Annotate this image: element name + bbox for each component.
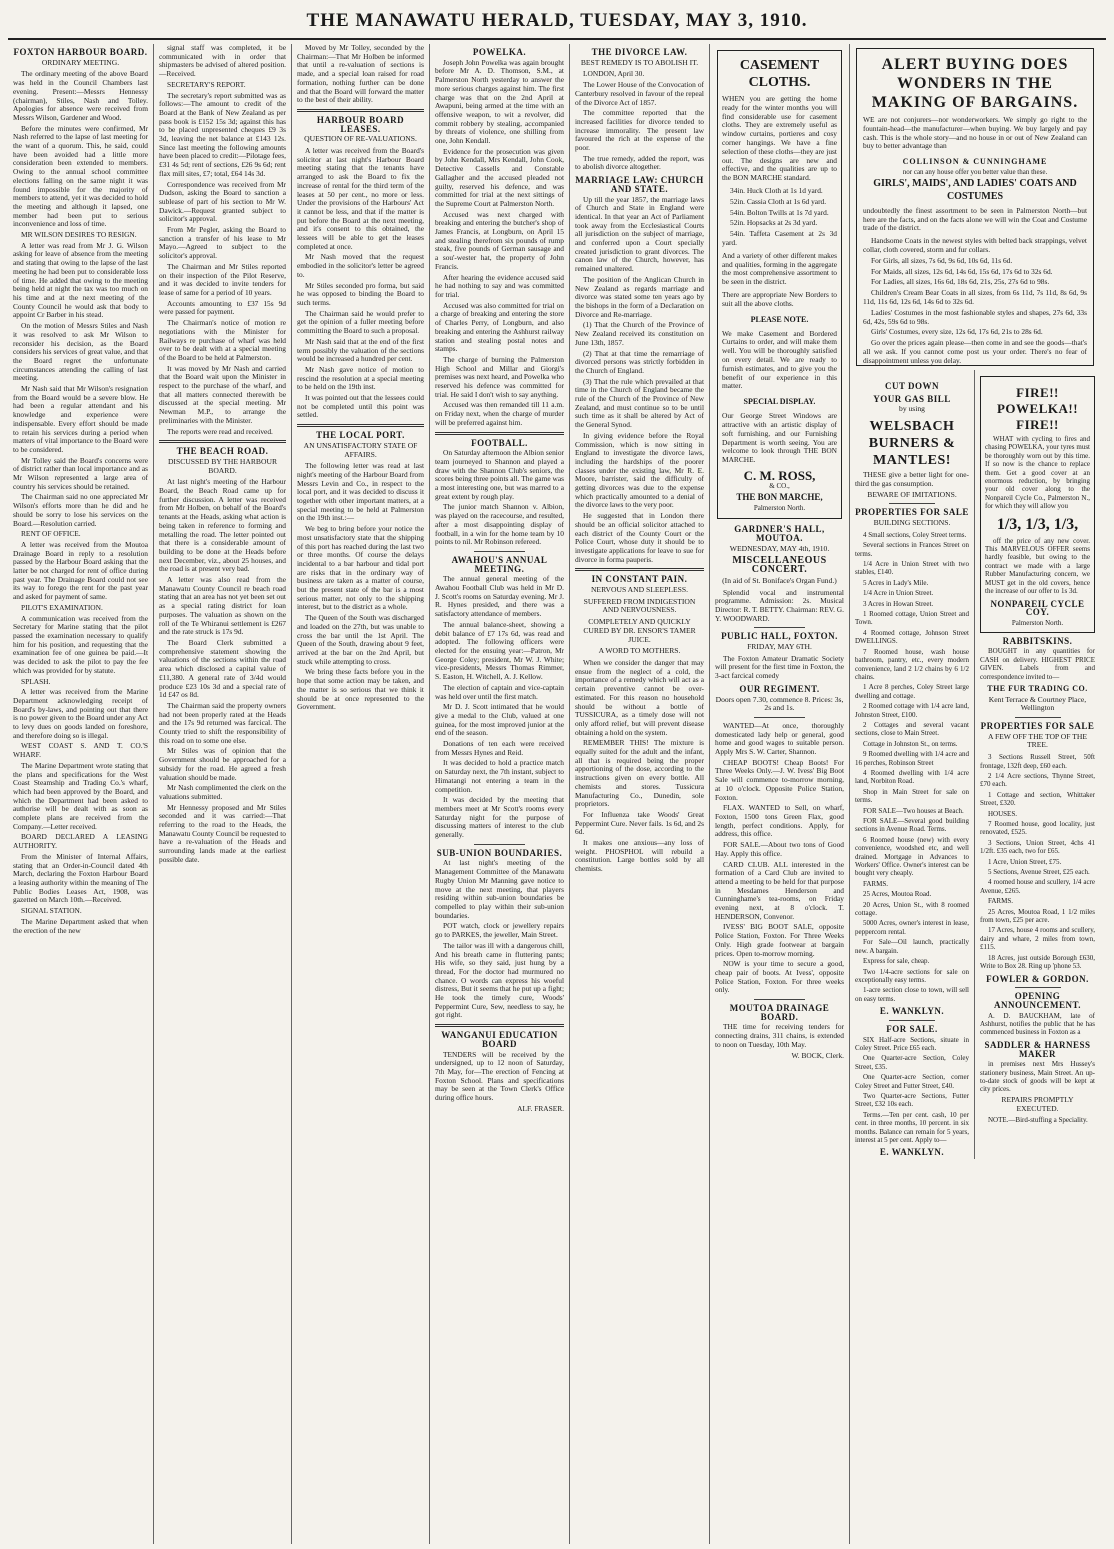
- paragraph: Accused was next charged with breaking and entering the butcher's shop of James Francis, at Longburn, on April 15 and stealing therefrom six pounds of rump steak, five pounds of German sausage and a sou'-wester hat, the property of John Francis.: [435, 209, 564, 271]
- ad-doors: Doors open 7.30, commence 8. Prices: 3s, 2s and 1s.: [715, 694, 844, 713]
- paragraph: CHEAP BOOTS! Cheap Boots! For Three Weeks Only.—J. W. Ivess' Big Boot Sale will commence to-morrow morning, at 10 o'clock. Opposite Police Station, Foxton.: [715, 757, 844, 802]
- paragraph: Girls' Costumes, every size, 12s 6d, 17s 6d, 21s to 28s 6d.: [871, 327, 1043, 337]
- article-heading: THE BEACH ROAD.: [176, 446, 269, 457]
- article-heading: AWAHOU'S ANNUAL MEETING.: [451, 554, 548, 574]
- ad-body: Our George Street Windows are attractive with an artistic display of soft furnishing, and our Furnishing Department is worth seeing. You are welcome to look through THE BON MARCHE.: [722, 411, 837, 465]
- paragraph: FOR SALE.—About two tons of Good Hay. Apply this office.: [715, 840, 844, 858]
- paragraph: Moved by Mr Tolley, seconded by the Chairman:—That Mr Holben be informed that until a re-valuation of sections is made, and a special loan raised for road formation, nothing further can be done and that the Board will forward the matter to the best of their ability.: [297, 44, 424, 105]
- ad-body: off the price of any new cover. This MARVELOUS OFFER seems hardly feasible, but owing to the contract we made with a large Rubber Manufacturing concern, we MUST get in the old covers, hence the increase of our offer to 1s 3d.: [985, 536, 1090, 596]
- ad-price-list: [863, 237, 1087, 365]
- paragraph: It was moved by Mr Nash and carried that the Board wait upon the Minister in respect to the purchase of the wharf, and that all matters connected therewith be discussed at the special meeting. Mr Newman M.P., to arrange the preliminaries with the Minister.: [159, 363, 286, 425]
- ad-event: MISCELLANEOUS CONCERT.: [732, 555, 827, 576]
- ad-note: NOTE.—Bird-stuffing a Speciality.: [988, 1116, 1088, 1125]
- ad-subtitle: A FEW OFF THE TOP OF THE TREE.: [987, 731, 1088, 750]
- masthead: THE MANAWATU HERALD, TUESDAY, MAY 3, 1910.: [8, 6, 1106, 40]
- paragraph: The Chairman said no one appreciated Mr Wilson's efforts more than he did and he should be sorry to lose his services on the Board.—Resolution carried.: [13, 492, 148, 528]
- paragraph: Several sections in Frances Street on terms.: [855, 541, 969, 558]
- divider: [575, 568, 704, 571]
- ad-price: 1/3, 1/3, 1/3,: [996, 515, 1079, 533]
- paragraph: WANTED—At once, thoroughly domesticated lady help or general, good home and good wages to suitable person. Apply Mrs S. W. Carter, Shannon.: [715, 720, 844, 757]
- paragraph: 54in. Bolton Twills at 1s 7d yard.: [730, 207, 829, 217]
- paragraph: FARMS.: [988, 897, 1013, 906]
- divider: [474, 844, 526, 845]
- paragraph: 7 Roomed house, wash house bathroom, pantry, etc., every modern convenience, land 2 1/2 chains by 6 1/2 chains.: [855, 647, 969, 681]
- paragraph: The Queen of the South was discharged and loaded on the 27th, but was unable to cross the bar until the 1st April. The Queen of the South, drawing about 9 feet, arrived at the bar on the 2nd April, but stuck while attempting to cross.: [297, 613, 424, 666]
- property-list: [855, 531, 969, 1003]
- paragraph: The reports were read and received.: [167, 426, 273, 436]
- paragraph: 5 Acres in Lady's Mile.: [863, 578, 929, 587]
- paragraph: In giving evidence before the Royal Commission, which is now sitting in England to investigate the divorce laws, including the hardships of the poorer classes under the existing law, Mr R. E. Moore, barrister, said the difficulty of getting divorces was due to the expense which practically amounted to a denial of the divorce laws to the very poor.: [575, 430, 704, 510]
- divider: [1015, 717, 1061, 718]
- paragraph: The following letter was read at last night's meeting of the Harbour Board from Messrs Levin and Co., in respect to the local port, and it was decided to discuss it together with other important matters, at a special meeting to be held at Palmerston on the 19th inst.:—: [297, 461, 424, 523]
- paragraph: A communication was received from the Secretary for Marine stating that the pilot passed the examination necessary to qualify him for his position, and requesting that the examination fee of one guinea be paid.—It was decided to ask the pilot to pay the fee which was provided for by statute.: [13, 613, 148, 675]
- ad-body: WE are not conjurers—nor wonderworkers. We simply go right to the fountain-head—the manufacturer—when buying. We buy largely and pay cash. This is the whole story—and no house in or out of New Zealand can buy to better advantage than: [863, 115, 1087, 151]
- paragraph: Mr Stiles was of opinion that the Government should be approached for a subsidy for the road. He agreed a fresh valuation should be made.: [159, 746, 286, 782]
- paragraph: For Girls, all sizes, 7s 6d, 9s 6d, 10s 6d, 11s 6d.: [871, 255, 1013, 265]
- paragraph: The Chairman said the property owners had not been properly rated at the Heads and the 17s 9d returned was farcical. The County tried to shift the responsibility of this road on to some one else.: [159, 700, 286, 745]
- paragraph: For Maids, all sizes, 12s 6d, 14s 6d, 15s 6d, 17s 6d to 32s 6d.: [871, 266, 1053, 276]
- paragraph: 4 Roomed cottage, Johnson Street DWELLINGS.: [855, 628, 969, 646]
- paragraph: Evidence for the prosecution was given by John Kendall, Mrs Kendall, John Cook, Detective Cassells and Constable Gallagher and the accused pleaded not guilty, reserved his defence, and was committed for trial at the next sittings of the Supreme Court at Palmerston North.: [435, 146, 564, 208]
- ad-heading: PROPERTIES FOR SALE: [980, 721, 1095, 732]
- ads-left: [850, 370, 975, 1159]
- paragraph: It was decided by the meeting that members meet at Mr Scott's rooms every Saturday night for the purpose of discussing matters of interest to the club generally.: [435, 795, 564, 840]
- paragraph: SIGNAL STATION.: [21, 906, 82, 916]
- article-heading: SUB-UNION BOUNDARIES.: [436, 847, 563, 858]
- divider: [754, 999, 806, 1000]
- article-body: [159, 44, 286, 436]
- paragraph: Mr Tolley said the Board's concerns were of district rather than local importance and as Mr Wilson represented a large area of country his services should be retained.: [13, 455, 148, 491]
- article-heading: THE DIVORCE LAW.: [591, 47, 688, 57]
- paragraph: PILOT'S EXAMINATION.: [21, 602, 103, 612]
- paragraph: Correspondence was received from Mr Dudson, asking the Board to sanction a sublease of part of his section to Mr W. Dawick.—Request granted subject to solicitor's approval.: [159, 179, 286, 224]
- paragraph: The Lower House of the Convocation of Canterbury resolved in favour of the repeal of the Divorce Act of 1857.: [575, 80, 704, 107]
- ad-body: THE time for receiving tenders for connecting drains, 311 chains, is extended to noon on Tuesday, 10th May.: [715, 1022, 844, 1049]
- ad-heading: WANGANUI EDUCATION BOARD: [441, 1030, 558, 1049]
- ad-heading: YOUR GAS BILL: [873, 393, 951, 404]
- alert-buying-ad: [856, 48, 1094, 366]
- article-subheading: AN UNSATISFACTORY STATE OF AFFAIRS.: [303, 440, 418, 459]
- ad-heading: PUBLIC HALL, FOXTON.: [721, 631, 838, 642]
- divider: [754, 717, 806, 718]
- ad-body: There are appropriate New Borders to suit all the above cloths.: [722, 289, 837, 308]
- paragraph: For Sale—Oil launch, practically new. A bargain.: [855, 938, 969, 955]
- paragraph: The annual general meeting of the Awahou Football Club was held in Mr D. J. Scott's rooms on Saturday evening. Mr J. R. Hynes presided, and there was a satisfactory attendance of members.: [435, 574, 564, 619]
- paragraph: A letter was read from Mr J. G. Wilson asking for leave of absence from the meeting and stating that owing to the lapse of the last meeting he had been put to considerable loss of time. He added that owing to the meeting being held at night the tax was too much on his time and at the next meeting of the County Council he would ask that body to appoint Cr Barber in his stead.: [13, 240, 148, 320]
- ad-subtitle: BUILDING SECTIONS.: [873, 518, 951, 528]
- paragraph: A letter was received from the Moutoa Drainage Board in reply to a resolution passed by the Harbour Board asking that the latter be not charged for rent of office during past year. The Drainage Board could not see its way to forego the rent for the past year and asked for payment of same.: [13, 539, 148, 602]
- paragraph: Cottage in Johnston St., on terms.: [863, 739, 958, 748]
- paragraph: On the motion of Messrs Stiles and Nash it was resolved to ask Mr Wilson to reconsider his decision, as the Board considers his services of great value, and that the Board regret the unfortunate circumstances attending the calling of last meeting.: [13, 321, 148, 383]
- paragraph: He suggested that in London there should be an official solicitor attached to each district of the County Court or the Police Court, whose duty it should be to investigate applications for leave to sue for divorce in forma pauperis.: [575, 511, 704, 564]
- divider: [435, 432, 564, 435]
- paragraph: For Ladies, all sizes, 16s 6d, 18s 6d, 21s, 25s, 27s 6d to 98s.: [871, 277, 1050, 287]
- paragraph: At last night's meeting of the Management Committee of the Manawatu Rugby Union Mr Manning gave notice to move at the next meeting, that players residing within sub-union boundaries be compelled to play within their sub-union boundaries.: [435, 858, 564, 920]
- paragraph: 20 Acres, Union St., with 8 roomed cottage.: [855, 900, 969, 918]
- column-7: [850, 44, 1100, 1544]
- paragraph: 3 Sections Russell Street, 50ft frontage, 132ft deep, £60 each.: [980, 753, 1095, 770]
- ad-heading: FOR SALE.: [886, 1023, 938, 1034]
- paragraph: Children's Cream Bear Coats in all sizes, from 6s 11d, 7s 11d, 8s 6d, 9s 11d, 11s 6d, 12s 6d, 14s 6d to 32s 6d.: [863, 288, 1087, 307]
- divider: [889, 503, 935, 504]
- paragraph: The junior match Shannon v. Albion, was played on the racecourse, and resulted, after a most disappointing display of football, in a win for the home team by 10 points to nil. Mr Robinson refereed.: [435, 502, 564, 547]
- column-1: [8, 44, 154, 1544]
- paragraph: The Board Clerk submitted a comprehensive statement showing the valuations of the sections within the road area which disclosed a capital value of £11,380. A general rate of 3/4d would produce £23 10s 3d and a special rate of 1d £47 os 8d.: [159, 638, 286, 700]
- ad-body: THESE give a better light for one-third the gas consumption.: [855, 470, 969, 488]
- ads-right: [975, 370, 1100, 1159]
- article-heading: MARRIAGE LAW: CHURCH AND STATE.: [575, 175, 704, 194]
- article-heading: THE LOCAL PORT.: [316, 430, 405, 441]
- ad-signature: ALF. FRASER.: [517, 1103, 564, 1113]
- paragraph: 6 Roomed house (new) with every convenience, woodshed etc, and well drained. Mortgage in Advances to Workers' Office. Owner's interest can be bought very cheaply.: [855, 835, 969, 878]
- ad-event: OUR REGIMENT.: [739, 683, 820, 694]
- paragraph: The secretary's report submitted was as follows:—The amount to credit of the Board at the Bank of New Zealand as per pass book is £152 15s 3d; against this has to be placed unpresented cheques £9 3s 3d, leaving the net balance at £143 12s. Since last meeting the following amounts have been placed to credit:—Pilotage fees, £31 4s 5d; rent of sections, £26 9s 6d; rent flax mill sites, £7; total, £64 14s 3d.: [159, 90, 286, 178]
- paragraph: 18 Acres, just outside Borough £630, Write to Box 28. Ring up 'phone 53.: [980, 953, 1095, 971]
- paragraph: (2) That at that time the remarriage of divorced persons was strictly forbidden in the Church of England.: [575, 348, 704, 375]
- paragraph: The Chairman and Mr Stiles reported on their inspection of the Pilot Reserve, and it was decided to invite tenders for lease of same for a period of 10 years.: [159, 261, 286, 297]
- paragraph: LONDON, April 30.: [583, 69, 645, 79]
- paragraph: The position of the Anglican Church in New Zealand as regards marriage and divorce was stated some ten years ago by the bishops in the form of a Declaration on Divorce and Re-marriage.: [575, 274, 704, 319]
- ad-repairs: REPAIRS PROMPTLY EXECUTED.: [1001, 1094, 1074, 1113]
- article-subheading: BEST REMEDY IS TO ABOLISH IT.: [580, 57, 699, 67]
- ad-beware: BEWARE OF IMITATIONS.: [867, 489, 957, 499]
- ads-row: [850, 370, 1100, 1159]
- column-2: [154, 44, 292, 1544]
- ad-firm: & CO.,: [769, 481, 790, 490]
- paragraph: Joseph John Powelka was again brought before Mr A. D. Thomson, S.M., at Palmerston North yesterday to answer the more serious charges against him. The first charge was that on the 2nd April at Awapuni, being armed at the time with an offensive weapon, to wit a revolver, did commit robbery by stealing, accompanied by threats of violence, one shilling from one, John Kendall.: [435, 57, 564, 146]
- paragraph: 3 Sections, Union Street, 4chs 41 1/2ft. £35 each, two for £65.: [980, 838, 1095, 856]
- article-heading: HARBOUR BOARD LEASES.: [316, 114, 405, 134]
- paragraph: Two Quarter-acre Sections, Futter Street, £32 10s each.: [855, 1091, 969, 1109]
- paragraph: The Chairman said he would prefer to get the opinion of a fuller meeting before committing the Board to such a proposal.: [297, 308, 424, 336]
- paragraph: Mr Nash said that Mr Wilson's resignation from the Board would be a severe blow. He had been a regular attendant and his knowledge and experience were indispensable. Every effort should be made to retain his services during a period when matters of vital importance to the Board were to be considered.: [13, 384, 148, 454]
- paragraph: WEST COAST S. AND T. CO.'S WHARF.: [13, 741, 148, 760]
- ad-firm: NONPAREIL CYCLE COY.: [990, 598, 1085, 618]
- paragraph: When we consider the danger that may ensue from the neglect of a cold, the importance of a remedy which will act as a certain preventive cannot be over-estimated. For this reason no household should be without a bottle of TUSSICURA, as a timely dose will not only afford relief, but will prevent disease obtaining a hold on the system.: [575, 658, 704, 737]
- ad-body: nor can any house offer you better value than these.: [902, 168, 1048, 177]
- paragraph: The Chairman's notice of motion re negotiations with the Minister for Railways re purchase of wharf was held over to be dealt with at a special meeting of the Board to be held at Palmerston.: [159, 318, 286, 362]
- paragraph: On Saturday afternoon the Albion senior team journeyed to Shannon and played a draw with the Shannon Club's seniors, the scores being three points all. The game was a most interesting one, but was marred to a great extent by rough play.: [435, 448, 564, 501]
- paragraph: 1 Acre 8 perches, Coley Street large dwelling and cottage.: [855, 683, 969, 700]
- article-subheading: QUESTION OF RE-VALUATIONS.: [304, 134, 417, 144]
- ad-subtitle: SPECIAL DISPLAY.: [743, 397, 816, 407]
- ad-heading: MOUTOA DRAINAGE BOARD.: [729, 1003, 830, 1022]
- paragraph: Ladies' Costumes in the most fashionable styles and shapes, 27s 6d, 33s 6d, 42s, 59s 6d to 98s.: [863, 307, 1087, 326]
- paragraph: Shop in Main Street for sale on terms.: [855, 787, 969, 805]
- paragraph: FOR SALE—Several good building sections in Avenue Road. Terms.: [855, 817, 969, 834]
- ad-price-list: [722, 187, 837, 248]
- ad-date: FRIDAY, MAY 6TH.: [747, 642, 812, 652]
- paragraph: 5 Sections, Avenue Street, £25 each.: [988, 868, 1090, 877]
- paragraph: It was pointed out that the lessees could not be completed until this point was settled.: [297, 393, 424, 420]
- paragraph: 1/4 Acre in Union Street.: [863, 589, 934, 598]
- ad-title: ALERT BUYING DOES WONDERS IN THE MAKING OF BARGAINS.: [871, 56, 1079, 111]
- article-body: [435, 449, 564, 547]
- ad-firm: FOWLER & GORDON.: [986, 973, 1089, 984]
- divider: [754, 627, 806, 628]
- ad-body: Splendid vocal and instrumental programme. Admission: 2s. Musical Director: R. T. BETTY. Chairman: REV. G. Y. WOODWARD.: [715, 587, 844, 623]
- paragraph: IVESS' BIG BOOT SALE, opposite Police Station, Foxton. For Three Weeks Only. High grade footwear at bargain prices. Open to-morrow morning.: [715, 922, 844, 958]
- paragraph: 1/4 Acre in Union Street with two stables, £140.: [855, 560, 969, 577]
- ad-location: Palmerston North.: [1011, 618, 1064, 627]
- paragraph: It was decided to hold a practice match on Saturday next, the 7th instant, subject to Himatangi not entering a team in the competition.: [435, 758, 564, 794]
- paragraph: Go over the prices again please—then come in and see the goods—that's all we ask. If you cannot come post us your order. There's no fear of disappointment unless you delay.: [863, 338, 1087, 365]
- article-body: [435, 575, 564, 839]
- paragraph: After hearing the evidence accused said he had nothing to say and was committed for trial.: [435, 272, 564, 299]
- paragraph: MR WILSON DESIRES TO RESIGN.: [21, 230, 137, 240]
- paragraph: A letter was received from the Board's solicitor at last night's Harbour Board meeting stating that the tenants have arranged to ask the Board to fix the increase of rental for the third term of the leases at 50 per cent., no more or less. Under the provisions of the Harbours' Act it cannot be less, and that if the matter is put before the Board at the next meeting, and it's consent to this obtained, the lessees will be able to get the leases completed at once.: [297, 146, 424, 251]
- paragraph: Mr Nash complimented the clerk on the valuations submitted.: [159, 783, 286, 801]
- fire-ad: [980, 376, 1095, 633]
- paragraph: FARMS.: [863, 879, 888, 888]
- ad-date: WEDNESDAY, MAY 4th, 1910.: [729, 543, 830, 553]
- paragraph: BOARD DECLARED A LEASING AUTHORITY.: [13, 832, 148, 851]
- article-body: [575, 196, 704, 565]
- paragraph: Mr D. J. Scott intimated that he would give a medal to the Club, valued at one guinea, for the most improved junior at the end of the season.: [435, 702, 564, 738]
- casement-ad: [717, 50, 842, 519]
- paragraph: Mr Nash gave notice of motion to rescind the resolution at a special meeting to be held on the 19th inst.: [297, 364, 424, 392]
- paragraph: 4 roomed house and scullery, 1/4 acre Avenue, £265.: [980, 878, 1095, 895]
- paragraph: 7 Roomed house, good locality, just renovated, £525.: [980, 820, 1095, 837]
- ad-firm: COLLINSON & CUNNINGHAME: [902, 157, 1048, 167]
- ad-body: TENDERS will be received by the undersigned, up to 12 noon of Saturday, 7th May, for—The erection of Fencing at Foxton School. Plans and specifications may be seen at the Town Clerk's Office during office hours.: [435, 1049, 564, 1103]
- paragraph: POT watch, clock or jewellery repairs go to PARKES, the jeweller, Main Street.: [435, 921, 564, 940]
- property-list: [855, 1036, 969, 1145]
- paragraph: Up till the year 1857, the marriage laws of Church and State in England were identical. In that year an Act of Parliament took away from the Ecclesiastical Courts all jurisdiction on the subject of marriage, and conferred upon a Court specially created jurisdiction to grant divorces. The canon law of the Church, however, has remained unaltered.: [575, 194, 704, 274]
- ad-firm: C. M. ROSS,: [743, 467, 816, 483]
- paragraph: Terms.—Ten per cent. cash, 10 per cent. in three months, 10 percent. in six months. Balance can remain for 5 years, interest at 5 per cent. Apply to—: [855, 1110, 969, 1144]
- paragraph: One Quarter-acre Section, Coley Street, £35.: [855, 1054, 969, 1071]
- small-ads: [715, 722, 844, 995]
- article-subheading: SUFFERED FROM INDIGESTION AND NERVOUSNESS.: [583, 596, 696, 615]
- paragraph: For Influenza take Woods' Great Peppermint Cure. Never fails. 1s 6d, and 2s 6d.: [575, 809, 704, 837]
- paragraph: The committee reported that the increased facilities for divorce tended to increase immorality. The present law favoured the rich at the expense of the poor.: [575, 108, 704, 153]
- paragraph: The ordinary meeting of the above Board was held in the Council Chambers last evening. Present:—Messrs Hennessy (chairman), Stiles, Nash and Tolley. Apologies for absence were received from Messrs Wilson, Gardener and Wood.: [13, 69, 148, 122]
- ad-heading: RABBITSKINS.: [1002, 635, 1073, 646]
- columns: [8, 44, 1106, 1544]
- paragraph: (1) That the Church of the Province of New Zealand received its constitution on June 13th, 1857.: [575, 320, 704, 347]
- column-5: [570, 44, 710, 1544]
- ad-body: We make Casement and Bordered Curtains to order, and will make them well. You will be thoroughly satisfied on every detail. We are ready to furnish estimates, and to give you the benefit of our experience in this matter.: [722, 328, 837, 391]
- article-subheading: NERVOUS AND SLEEPLESS.: [590, 585, 689, 595]
- article-body: [297, 147, 424, 420]
- paragraph: We beg to bring before your notice the most unsatisfactory state that the shipping of this port has reached during the last two or three months. Of course the delays incidental to a bar harbour and tidal port are risks that in the ordinary way of business are taken as a matter of course, but the present state of the bar is a most serious matter, not only to the shipping interest, but to the district as a whole.: [297, 524, 424, 612]
- ad-body: A. D. BAUCKHAM, late of Ashhurst, notifies the public that he has commenced business in Foxton as a: [980, 1011, 1095, 1037]
- paragraph: 1 Cottage and section, Whittaker Street, £320.: [980, 790, 1095, 808]
- paragraph: 5000 Acres, owner's interest in lease, peppercorn rental.: [855, 919, 969, 936]
- column-3: [292, 44, 430, 1544]
- paragraph: From Mr Pegler, asking the Board to sanction a transfer of his lease to Mr Mayo.—Agreed to subject to the solicitor's approval.: [159, 225, 286, 261]
- paragraph: (3) That the rule which prevailed at that time in the Church of England became the rule of the Church of the Province of New Zealand, and must continue so to be until such time as it shall be altered by Act of the General Synod.: [575, 376, 704, 430]
- ad-aid: (In aid of St. Boniface's Organ Fund.): [722, 575, 837, 585]
- ad-signature: W. BOCK, Clerk.: [791, 1050, 844, 1060]
- paragraph: RENT OF OFFICE.: [21, 529, 81, 539]
- ad-signature: E. WANKLYN.: [879, 1147, 945, 1158]
- column-6: [710, 44, 850, 1544]
- paragraph: REMEMBER THIS! The mixture is equally suited for the adult and the infant, all that is required being the proper apportioning of the dose, according to the instructions given on every bottle. All chemists and stores. Tussicura Manufacturing Co., Dunedin, sole proprietors.: [575, 738, 704, 809]
- article-subheading: COMPLETELY AND QUICKLY CURED BY DR. ENSOR'S TAMER JUICE.: [583, 617, 696, 644]
- ad-body: The Foxton Amateur Dramatic Society will present for the first time in Foxton, the 3-act farcical comedy: [715, 653, 844, 681]
- paragraph: signal staff was completed, it be communicated with in order that shipmasters be advised of altered position.—Received.: [159, 44, 286, 79]
- paragraph: Donations of ten each were received from Messrs Hynes and Reid.: [435, 739, 564, 757]
- article-body: [297, 44, 424, 105]
- paragraph: SECRETARY'S REPORT.: [167, 79, 246, 89]
- paragraph: The annual balance-sheet, showing a debit balance of £7 17s 6d, was read and adopted. The following officers were elected for the ensuing year:—Patron, Mr George Coley; president, Mr W. J. White; vice-presidents, Messrs Thomas Rimmer, S. Easton, H. Witchell, A. J. Kellow.: [435, 619, 564, 682]
- paragraph: Before the minutes were confirmed, Mr Nash referred to the lapse of last meeting for the want of a quorum. This, he said, could have been avoided had a little more consideration been extended to members. Owing to the annual school committee elections falling on the same night it was found impossible for the majority of members to attend, yet it was decided to hold the meeting and although it lapsed, one member had been put to serious inconvenience and loss of time.: [13, 123, 148, 229]
- ad-brand: WELSBACH BURNERS & MANTLES!: [868, 419, 956, 469]
- paragraph: 1 Roomed cottage, Union Street and Town.: [855, 610, 969, 627]
- paragraph: The charge of burning the Palmerston High School and Millar and Giorgi's premises was next heard, and Powelka who reserved his defence was committed for trial. He said I don't wish to say anything.: [435, 354, 564, 399]
- paragraph: Two 1/4-acre sections for sale on exceptionally easy terms.: [855, 967, 969, 984]
- paragraph: One Quarter-acre Section, corner Coley Street and Futter Street, £40.: [855, 1073, 969, 1090]
- paragraph: 17 Acres, house 4 rooms and scullery, dairy and whare, 2 miles from town, £115.: [980, 926, 1095, 952]
- article-body: [297, 462, 424, 712]
- paragraph: The tailor was ill with a dangerous chill, And his breath came in fluttering pants; His wife, so they said, just hung by a thread, For the doctor had murmured no chance. O words can express his woeful distress, But it seems that he put up a fight; He took the timely cure, Woods' Peppermint Cure, Sew, needless to say, he got right.: [435, 940, 564, 1020]
- ad-address: Kent Terrace & Courtney Place, Wellington: [988, 694, 1087, 713]
- ad-heading: CUT DOWN: [884, 381, 940, 391]
- property-list: [980, 753, 1095, 970]
- paragraph: FOR SALE—Two houses at Beach.: [863, 806, 964, 815]
- paragraph: The Marine Department wrote stating that the plans and specifications for the West Coast Steamship and Trading Co.'s wharf, which had been approved by the Board, and which the Department had been asked to authorise will be dealt with as soon as complete plans are received from the Company.—Letter received.: [13, 760, 148, 831]
- divider: [297, 109, 424, 112]
- paragraph: Handsome Coats in the newest styles with belted back strappings, velvet collar, cloth covered, storm and fur collars.: [863, 236, 1087, 255]
- paragraph: Express for sale, cheap.: [863, 957, 930, 966]
- ad-by: by using: [899, 404, 925, 414]
- article-body: [575, 659, 704, 874]
- paragraph: HOUSES.: [988, 809, 1017, 818]
- paragraph: We bring these facts before you in the hope that some action may be taken, and the matter is so serious that we think it should be at once represented to the Government.: [297, 667, 424, 712]
- paragraph: Mr Hennessy proposed and Mr Stiles seconded and it was carried:—That referring to the road to the Heads, the Manawatu County Council be requested to have a re-valuation of the Heads and surrounding lands made at the earliest possible date.: [159, 802, 286, 864]
- ad-firm: THE FUR TRADING CO.: [987, 683, 1088, 693]
- paragraph: 2 Cottages and several vacant sections, close to Main Street.: [855, 720, 969, 738]
- paragraph: The Marine Department asked that when the erection of the new: [13, 916, 148, 935]
- divider: [889, 1020, 935, 1021]
- ad-subtitle: PLEASE NOTE.: [750, 314, 809, 324]
- article-heading: FOXTON HARBOUR BOARD.: [13, 47, 148, 57]
- ad-heading: OPENING ANNOUNCEMENT.: [993, 991, 1082, 1010]
- article-subheading: ORDINARY MEETING.: [41, 57, 120, 67]
- divider: [1015, 987, 1061, 988]
- paragraph: Accused was also committed for trial on a charge of breaking and entering the store of Charles Perry, of Longburn, and also breaking and entering the Ashhurst railway station and stealing postal notes and stamps.: [435, 300, 564, 354]
- paragraph: Mr Stiles seconded pro forma, but said he was opposed to binding the Board to such terms.: [297, 280, 424, 307]
- paragraph: 34in. Huck Cloth at 1s 1d yard.: [730, 185, 823, 195]
- ad-heading: PROPERTIES FOR SALE: [855, 507, 969, 518]
- article-heading: POWELKA.: [472, 47, 527, 57]
- paragraph: 9 Roomed dwelling with 1/4 acre and 16 perches, Robinson Street: [855, 750, 969, 767]
- article-body: [13, 70, 148, 935]
- paragraph: 3 Acres in Howan Street.: [863, 599, 934, 608]
- paragraph: 52in. Cassia Cloth at 1s 6d yard.: [730, 196, 827, 206]
- divider: [474, 551, 526, 552]
- column-4: [430, 44, 570, 1544]
- ad-body: And a variety of other different makes and qualities, forming in the aggregate the most comprehensive assortment to be seen in the district.: [722, 250, 837, 287]
- paragraph: From the Minister of Internal Affairs, stating that an Order-in-Council dated 4th March, declaring the Foxton Harbour Board a leasing authority within the meaning of The Public Bodies Leases Act, 1908, was gazetted on March 10th.—Received.: [13, 851, 148, 905]
- article-body: [435, 59, 564, 428]
- paragraph: It makes one anxious—any loss of weight. PHOSPHOL will rebuild a constitution. Large bottles sold by all chemists.: [575, 838, 704, 874]
- divider: [297, 424, 424, 427]
- ad-title: CASEMENT CLOTHS.: [739, 58, 820, 90]
- ad-body: in premises next Mrs Hussey's stationery business, Main Street. An up-to-date stock of goods will be kept at city prices.: [980, 1060, 1095, 1094]
- article-heading: IN CONSTANT PAIN.: [591, 574, 688, 585]
- paragraph: The election of captain and vice-captain was held over until the first match.: [435, 682, 564, 701]
- paragraph: 25 Acres, Moutoa Road.: [863, 890, 932, 899]
- paragraph: A letter was received from the Marine Department acknowledging receipt of Board's by-laws, and pointing out that there is no power given to the Board under any Act to levy dues on goods landed on foreshore, and therefore doing so is illegal.: [13, 687, 148, 740]
- paragraph: SPLASH.: [21, 676, 51, 686]
- ad-subtitle: GIRLS', MAIDS', AND LADIES' COATS AND COSTUMES: [873, 177, 1077, 202]
- article-subheading: DISCUSSED BY THE HARBOUR BOARD.: [167, 456, 278, 475]
- paragraph: A letter was also read from the Manawatu County Council re beach road stating that an area has not yet been set out as a special rating district for loan purposes. The valuation as shown on the roll of the Te Whiranui settlement is £267 and the rate struck is 17s 9d.: [159, 575, 286, 637]
- article-heading: FOOTBALL.: [471, 437, 528, 448]
- paragraph: FLAX. WANTED to Sell, on wharf, Foxton, 1500 tons Green Flax, good length, perfect conditions. Apply, for address, this office.: [715, 803, 844, 839]
- paragraph: Mr Nash moved that the request embodied in the solicitor's letter be agreed to.: [297, 252, 424, 279]
- paragraph: 25 Acres, Moutoa Road, 1 1/2 miles from town, £25 per acre.: [980, 907, 1095, 925]
- paragraph: 2 Roomed cottage with 1/4 acre land, Johnston Street, £100.: [855, 702, 969, 719]
- paragraph: Mr Nash said that at the end of the first term possibly the valuation of the sections would be increased a hundred per cent.: [297, 336, 424, 364]
- article-subheading: A WORD TO MOTHERS.: [598, 646, 681, 656]
- paragraph: Accused was then remanded till 11 a.m. on Friday next, when the charge of murder will be preferred against him.: [435, 400, 564, 427]
- paragraph: 54in. Taffeta Casement at 2s 3d yard.: [722, 229, 837, 247]
- paragraph: 1-acre section close to town, will sell on easy terms.: [855, 986, 969, 1003]
- paragraph: 4 Roomed dwelling with 1/4 acre land, Norbiton Road.: [855, 768, 969, 786]
- ad-body: BOUGHT in any quantities for CASH on delivery. HIGHEST PRICE GIVEN. Labels from and correspondence invited to—: [980, 647, 1095, 681]
- paragraph: SIX Half-acre Sections, situate in Coley Street. Price £65 each.: [855, 1035, 969, 1052]
- ad-firm: THE BON MARCHE,: [736, 491, 823, 502]
- article-body: [575, 70, 704, 172]
- paragraph: 52in. Hopsacks at 2s 3d yard.: [730, 218, 818, 228]
- ad-body: WHEN you are getting the home ready for the winter months you will find considerable use for casement cloths. They are extremely useful as window curtains, portieres and cosy corner hangings. We have a fine selection of these cloths—they are just out. The designs are new and effective, and the qualities are up to the BON MARCHE standard.: [722, 94, 837, 183]
- paragraph: At last night's meeting of the Harbour Board, the Beach Road came up for further discussion. A letter was received from Mr Holben, on behalf of the Board's tenants at the Heads, asking what action is being taken in reference to forming and metalling the road. The letter pointed out that there is a considerable amount of building to be done at the Heads before next December, viz., about 25 houses, and the road is at present very bad.: [159, 477, 286, 574]
- ad-location: Palmerston North.: [753, 503, 806, 512]
- ad-title: FIRE!! POWELKA!! FIRE!!: [996, 385, 1079, 432]
- paragraph: CARD CLUB. ALL interested in the formation of a Card Club are invited to attend a meeting to be held for that purpose in Mesdames Henderson and Cunninghame's tea-rooms, on Friday evening next, at 8 o'clock. T. HENDERSON, Convenor.: [715, 859, 844, 921]
- ad-signature: E. WANKLYN.: [879, 1006, 945, 1017]
- ad-body: WHAT with cycling to fires and chasing POWELKA, your tyres must be thoroughly worn out by this time. If so now is the chance to replace them. Get a good cover at an enormous reduction, by bringing your old cover along to the Nonpareil Cycle Co., Palmerston N., for which they will allow you: [985, 435, 1090, 511]
- paragraph: 4 Small sections, Coley Street terms.: [863, 530, 967, 539]
- paragraph: NOW is your time to secure a good, cheap pair of boots. At Ivess', opposite Police Station, Foxton. For three weeks only.: [715, 959, 844, 995]
- paragraph: Accounts amounting to £37 15s 9d were passed for payment.: [159, 298, 286, 317]
- paragraph: The true remedy, added the report, was to abolish divorce altogether.: [575, 153, 704, 172]
- ad-body: undoubtedly the finest assortment to be seen in Palmerston North—but here are the facts, and on the facts alone we will win the Coat and Costume trade of the district.: [863, 205, 1087, 233]
- paragraph: 2 1/4 Acre sections, Thynne Street, £70 each.: [980, 771, 1095, 789]
- article-body: [159, 478, 286, 864]
- paragraph: 1 Acre, Union Street, £75.: [988, 857, 1062, 866]
- divider: [159, 440, 286, 443]
- article-body: [435, 859, 564, 1020]
- ad-trade: SADDLER & HARNESS MAKER: [984, 1039, 1091, 1059]
- divider: [435, 1024, 564, 1027]
- ad-heading: GARDNER'S HALL, MOUTOA.: [734, 524, 825, 543]
